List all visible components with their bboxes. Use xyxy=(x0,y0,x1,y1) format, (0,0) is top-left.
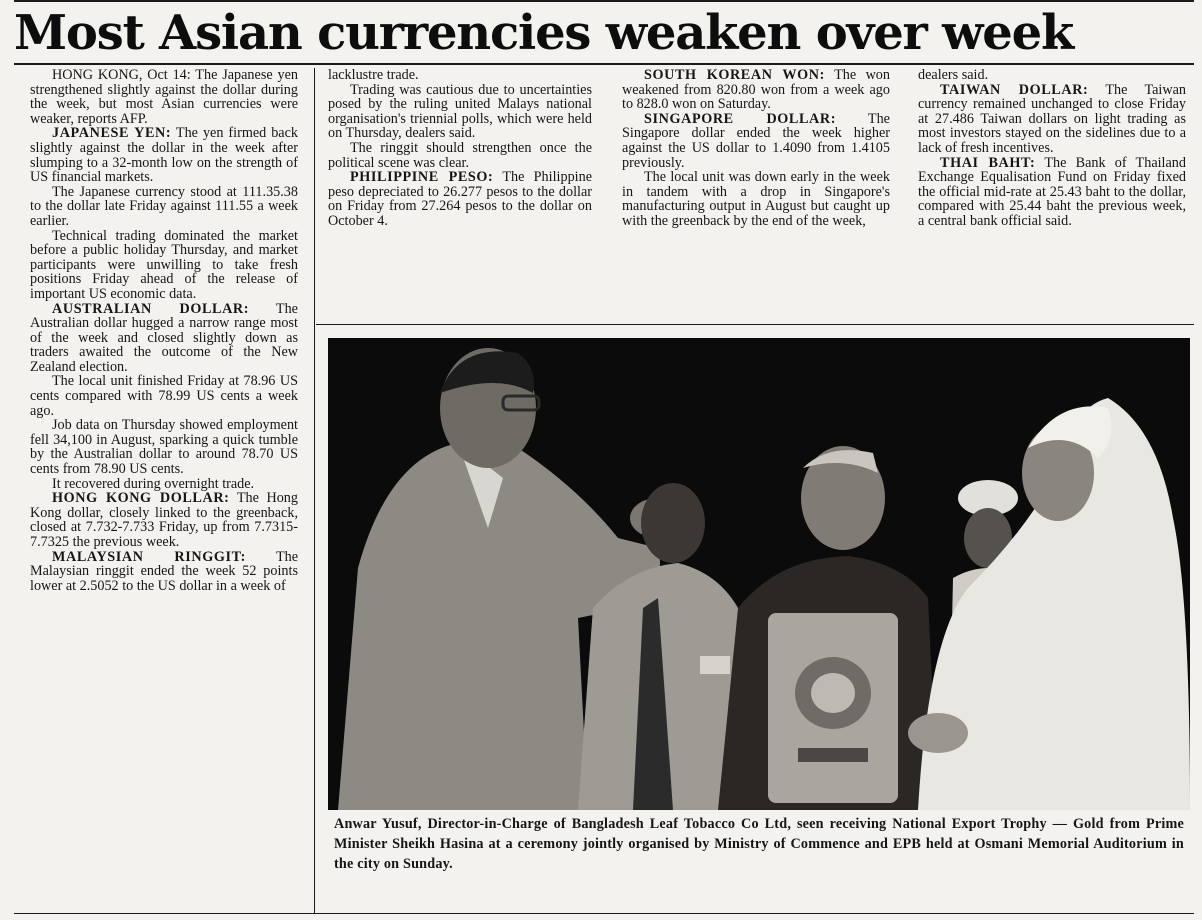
australian-dollar-text: The Australian dollar hugged a narrow range most of the week and closed slightly down as traders awaited the outcome of the New Zealand election. xyxy=(30,300,298,375)
article-paragraph: lacklustre trade. xyxy=(328,68,419,83)
taiwan-dollar-text: The Taiwan currency remained unchanged to close Friday at 27.486 Taiwan dollars on light trading as most investors stayed on the sidelines due to a lack of fresh incentives. xyxy=(918,81,1186,156)
article-paragraph: It recovered during overnight trade. xyxy=(52,475,255,492)
article-paragraph: The ringgit should strengthen once the political scene was clear. xyxy=(328,139,592,171)
article-paragraph: dealers said. xyxy=(918,68,989,83)
south-korean-won-subhead: SOUTH KOREAN WON: xyxy=(644,68,825,83)
thai-baht-subhead: THAI BAHT: xyxy=(940,154,1036,171)
photo-frame-rule xyxy=(316,324,1194,325)
singapore-dollar-text: The Singapore dollar ended the week higher against the US dollar to 1.4090 from 1.4105 previously. xyxy=(622,110,890,171)
article-column-3 xyxy=(622,68,890,320)
dateline-paragraph: HONG KONG, Oct 14: The Japanese yen strengthened slightly against the dollar during the week, but most Asian currencies were weaker, reports AFP. xyxy=(30,68,298,127)
japanese-yen-subhead: JAPANESE YEN: xyxy=(52,125,172,142)
japanese-yen-paragraph xyxy=(30,126,298,184)
headline: Most Asian currencies weaken over week xyxy=(14,5,1074,61)
article-column-1 xyxy=(30,68,298,910)
philippine-peso-paragraph xyxy=(328,170,592,228)
article-paragraph: The local unit finished Friday at 78.96 US cents compared with 78.99 US cents a week ago. xyxy=(30,373,298,419)
article-paragraph: Technical trading dominated the market before a public holiday Thursday, and market participants were unwilling to take fresh positions Friday ahead of the release of important US economic data. xyxy=(30,227,298,302)
south-korean-won-paragraph xyxy=(622,68,890,112)
article-paragraph: The Japanese currency stood at 111.35.38 to the dollar late Friday against 111.55 a week earlier. xyxy=(30,183,298,229)
malaysian-ringgit-text: The Malaysian ringgit ended the week 52 points lower at 2.5052 to the US dollar in a week of xyxy=(30,548,298,594)
malaysian-ringgit-subhead: MALAYSIAN RINGGIT: xyxy=(52,548,246,565)
australian-dollar-paragraph xyxy=(30,302,298,375)
article-column-2 xyxy=(328,68,592,320)
philippine-peso-text: The Philippine peso depreciated to 26.277 pesos to the dollar on Friday from 27.264 pesos to the dollar on October 4. xyxy=(328,169,592,229)
philippine-peso-subhead: PHILIPPINE PESO: xyxy=(350,169,494,186)
singapore-dollar-subhead: SINGAPORE DOLLAR: xyxy=(644,110,837,127)
column-rule-left xyxy=(314,68,315,914)
taiwan-dollar-subhead: TAIWAN DOLLAR: xyxy=(940,81,1089,98)
malaysian-ringgit-paragraph xyxy=(30,550,298,594)
australian-dollar-subhead: AUSTRALIAN DOLLAR: xyxy=(52,300,250,317)
article-column-4 xyxy=(918,68,1186,320)
thai-baht-paragraph xyxy=(918,156,1186,229)
hong-kong-dollar-text: The Hong Kong dollar, closely linked to the greenback, closed at 7.732-7.733 Friday, up from 7.7315-7.7325 the previous week. xyxy=(30,490,298,550)
south-korean-won-text: The won weakened from 820.80 won from a week ago to 828.0 won on Saturday. xyxy=(622,68,890,113)
article-paragraph: Job data on Thursday showed employment fell 34,100 in August, sparking a quick tumble by the Australian dollar to around 78.70 US cents from 78.90 US cents. xyxy=(30,417,298,478)
thai-baht-text: The Bank of Thailand Exchange Equalisation Fund on Friday fixed the official mid-rate at 25.43 baht to the dollar, compared with 25.44 baht the previous week, a central bank official said. xyxy=(918,154,1186,229)
photo-caption: Anwar Yusuf, Director-in-Charge of Bangladesh Leaf Tobacco Co Ltd, seen receiving National Export Trophy — Gold from Prime Minister Sheikh Hasina at a ceremony jointly organised by Ministry of Commence and EPB held at Osmani Memorial Auditorium in the city on Sunday. xyxy=(334,816,1184,872)
photo-illustration xyxy=(328,338,1190,810)
bottom-rule xyxy=(14,913,1194,914)
japanese-yen-text: The yen firmed back slightly against the dollar in the week after slumping to a 32-month low on the strength of US financial markets. xyxy=(30,125,298,186)
article-paragraph: The local unit was down early in the week in tandem with a drop in Singapore's manufacturing output in August but caught up with the greenback by the end of the week, xyxy=(622,169,890,229)
singapore-dollar-paragraph xyxy=(622,112,890,170)
hong-kong-dollar-paragraph xyxy=(30,491,298,549)
headline-rule xyxy=(14,63,1194,65)
taiwan-dollar-paragraph xyxy=(918,83,1186,156)
article-paragraph: Trading was cautious due to uncertainties posed by the ruling united Malays national organisation's triennial polls, which were held on Thursday, dealers said. xyxy=(328,81,592,142)
news-photo xyxy=(328,338,1190,810)
hong-kong-dollar-subhead: HONG KONG DOLLAR: xyxy=(52,490,230,507)
